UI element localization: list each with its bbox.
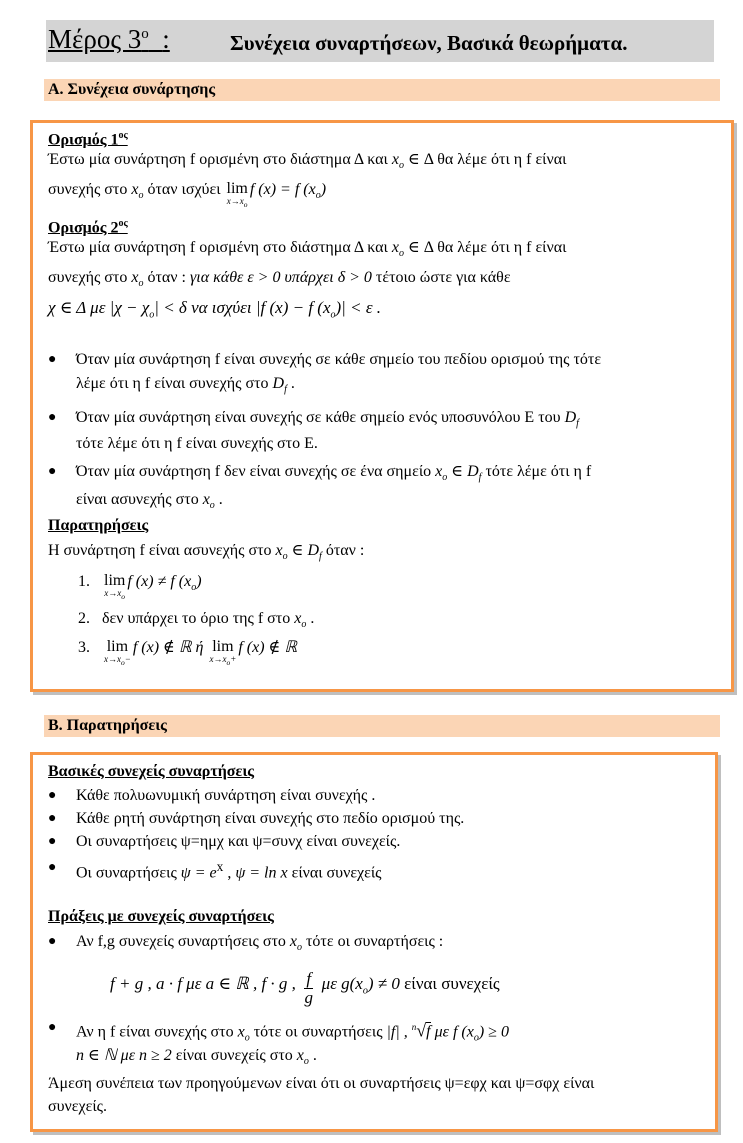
bullet-1-line1: Όταν μία συνάρτηση f είναι συνεχής σε κάθε σημείο του πεδίου ορισμού της τότε — [76, 351, 602, 368]
bullet-3-line1: Όταν μία συνάρτηση f δεν είναι συνεχής σε ένα σημείο $x_o$ ∈ $D_f$ τότε λέμε ότι η f — [76, 463, 592, 484]
bullet-icon: ● — [48, 788, 57, 803]
definition-2-heading: Ορισμός $2^{o\varsigma}$ — [48, 218, 128, 237]
definition-2-line2: συνεχής στο $x_o$ όταν : για κάθε ε > 0 υπάρχει δ > 0 τέτοιο ώστε για κάθε — [48, 269, 511, 290]
basic-continuous-heading: Βασικές συνεχείς συναρτήσεις — [48, 763, 255, 780]
operations-item-2-line2: n ∈ ℕ με n ≥ 2 είναι συνεχείς στο $x_o$ . — [76, 1047, 317, 1068]
remarks-intro: Η συνάρτηση f είναι ασυνεχής στο $x_o$ ∈ $D_f$ όταν : — [48, 542, 365, 563]
closing-line-2: συνεχείς. — [48, 1098, 107, 1115]
remarks-heading: Παρατηρήσεις — [48, 517, 149, 534]
section-b-title: Β. Παρατηρήσεις — [44, 715, 720, 737]
basic-item-1: Κάθε πολυωνυμική συνάρτηση είναι συνεχής . — [76, 787, 376, 804]
bullet-icon: ● — [48, 1020, 57, 1035]
bullet-2-line2: τότε λέμε ότι η f είναι συνεχής στο Ε. — [76, 435, 318, 452]
section-a-title: Α. Συνέχεια συνάρτησης — [44, 79, 720, 101]
remarks-item-1: 1. lim $x\to x_o$ f (x) ≠ f $(x_o)$ — [78, 572, 202, 601]
definition-2-line3: χ ∈ Δ με $|\chi - \chi_o| < \delta$ να ισχύει |f (x) − f $(x_o)| < \varepsilon$ . — [48, 298, 382, 321]
page-subtitle: Συνέχεια συναρτήσεων, Βασικά θεωρήματα. — [230, 31, 628, 55]
bullet-icon: ● — [48, 352, 57, 367]
bullet-icon: ● — [48, 410, 57, 425]
bullet-2-line1: Όταν μία συνάρτηση είναι συνεχής σε κάθε σημείο ενός υποσυνόλου Ε του $D_f$ — [76, 409, 579, 430]
bullet-3-line2: είναι ασυνεχής στο $x_o$ . — [76, 491, 223, 512]
remarks-item-2: 2. δεν υπάρχει το όριο της f στο $x_o$ . — [78, 610, 315, 631]
basic-item-2: Κάθε ρητή συνάρτηση είναι συνεχής στο πεδίο ορισμού της. — [76, 810, 465, 827]
operations-item-1: Αν f,g συνεχείς συναρτήσεις στο $x_o$ τότε οι συναρτήσεις : — [76, 933, 444, 954]
bullet-icon: ● — [48, 464, 57, 479]
definition-2-line1: Έστω μία συνάρτηση f ορισμένη στο διάστημα Δ και $x_o$ ∈ Δ θα λέμε ότι η f είναι — [48, 239, 567, 260]
bullet-icon: ● — [48, 860, 57, 875]
bullet-icon: ● — [48, 934, 57, 949]
basic-item-4: Οι συναρτήσεις $\psi = e^x$ , ψ = ln x είναι συνεχείς — [76, 859, 382, 882]
root-symbol: √ — [416, 1020, 427, 1041]
operations-heading: Πράξεις με συνεχείς συναρτήσεις — [48, 908, 274, 925]
definition-1-line2: συνεχής στο $x_o$ όταν ισχύει lim $x\to x_o$ f (x) = f $(x_o)$ — [48, 180, 327, 209]
definition-1-heading: Ορισμός $1^{o\varsigma}$ — [48, 130, 128, 149]
remarks-item-3: 3. lim $x\to x_o-$ f (x) ∉ ℝ ή lim $x\to x_o+$ f (x) ∉ ℝ — [78, 638, 298, 667]
bullet-1-line2: λέμε ότι η f είναι συνεχής στο $D_f$ . — [76, 375, 295, 396]
part-title: Μέρος $3^o$ : — [48, 24, 170, 54]
operations-expression: f + g , a · f με a ∈ ℝ , f · g , $\frac{f}{g}$ με $g(x_o) \ne 0$ είναι συνεχείς — [110, 969, 500, 1007]
bullet-icon: ● — [48, 811, 57, 826]
operations-item-2: Αν η f είναι συνεχής στο $x_o$ τότε οι συναρτήσεις |f| , $^n$√f με f $(x_o) \ge 0$ — [76, 1020, 509, 1044]
basic-item-3: Οι συναρτήσεις ψ=ημχ και ψ=συνχ είναι συνεχείς. — [76, 833, 401, 850]
bullet-icon: ● — [48, 834, 57, 849]
definition-1-line1: Έστω μία συνάρτηση f ορισμένη στο διάστημα Δ και $x_o$ ∈ Δ θα λέμε ότι η f είναι — [48, 151, 567, 172]
closing-line-1: Άμεση συνέπεια των προηγούμενων είναι ότι οι συναρτήσεις ψ=εφχ και ψ=σφχ είναι — [48, 1075, 595, 1092]
